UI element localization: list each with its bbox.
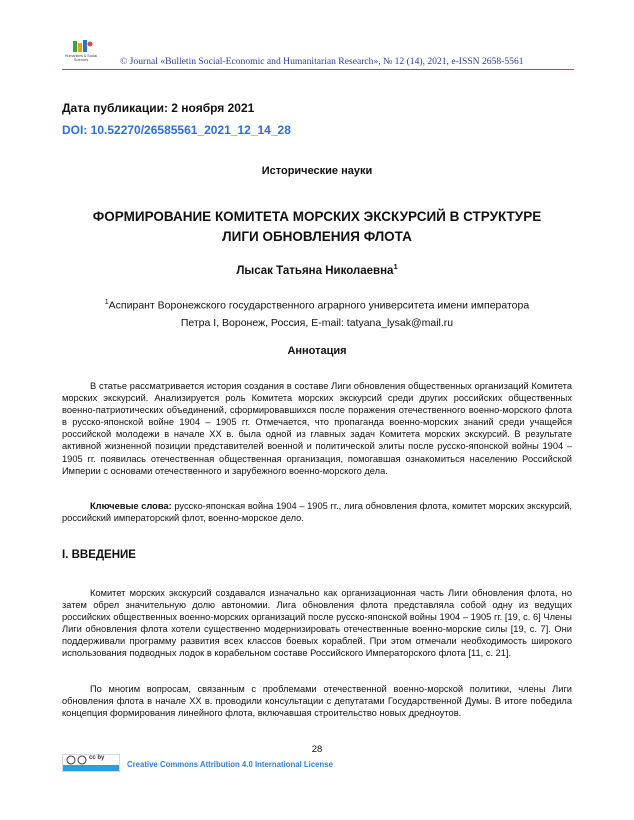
abstract-paragraph: В статье рассматривается история создания в составе Лиги обновления общественных организаций Комитета морских экскурсий. Анализируется роль Комитета морских экскурсий среди других российских общественных военно-патриотических объединений, сформировавшихся после поражения отечественного военно-морского флота в русско-японской войне 1904 – 1905 гг. Отмечается, что пропаганда военно-морских знаний среди учащейся российской молодежи в начале ХХ в. была одной из главных задач Комитета морских экскурсий. В результате активной жизненной позиции представителей военной и политической элиты после русско-японской войны 1904 – 1905 гг. появилась отечественная общественная организация, помогавшая ознакомиться населению Российской Империи с основами отечественного и зарубежного военно-морского дела. [62, 381, 572, 476]
body-paragraph-1: Комитет морских экскурсий создавался изначально как организационная часть Лиги обновления флота, но затем обрел значительную долю автономии. Лига обновления флота представляла собой одну из ведущих российских общественных военно-морских организаций после русско-японской войны 1904 – 1905 гг. [19, с. 6] Члены Лиги обновления флота хотели существенно модернизировать отечественные военно-морские силы [19, с. 7]. Они поддерживали программу развития всех классов боевых кораблей. При этом отмечали необходимость широкого использования подводных лодок в корабельном составе Российского Императорского флота [11, с. 21]. [62, 588, 572, 659]
journal-logo [62, 40, 100, 68]
annotation-heading: Аннотация [287, 345, 347, 357]
keywords-text: русско-японская война 1904 – 1905 гг., лига обновления флота, комитет морских экскурсий, российский императорский флот, военно-морское дело. [62, 501, 572, 524]
logo-graphic-icon [62, 40, 100, 54]
affiliation-footnote-mark: 1 [104, 299, 109, 306]
journal-header [62, 40, 574, 72]
affiliation-line-2: Петра I, Воронеж, Россия, E-mail: tatyana_lysak@mail.ru [180, 316, 454, 329]
section-heading-introduction: I. ВВЕДЕНИЕ [62, 549, 136, 561]
body-paragraph-2: По многим вопросам, связанным с проблемами отечественной военно-морской политики, члены Лиги обновления флота в начале ХХ в. проводили консультации с депутатами Государственной Думы. В итоге победила концепция формирования линейного флота, включавшая строительство новых дредноутов. [62, 684, 572, 719]
article-title [50, 207, 584, 247]
keywords-paragraph [62, 500, 572, 524]
logo-line-1: Humanities & Social [64, 54, 98, 58]
author-name [0, 262, 634, 277]
logo-line-2: Sciences [73, 58, 89, 63]
page-number: 28 [311, 744, 323, 755]
header-divider [62, 69, 574, 70]
doi-link[interactable]: DOI: 10.52270/26585561_2021_12_14_28 [62, 123, 291, 137]
journal-citation: © Journal «Bulletin Social-Economic and Humanitarian Research», № 12 (14), 2021, e-ISSN 2658-5561 [120, 56, 524, 67]
affiliation-line-1: Аспирант Воронежского государственного аграрного университета имени императора [108, 299, 530, 312]
logo-text [62, 54, 100, 62]
author-name-text: Лысак Татьяна Николаевна [236, 264, 394, 277]
license-link[interactable]: Creative Commons Attribution 4.0 International License [127, 760, 333, 769]
cc-badge-text: cc by [89, 755, 105, 761]
author-affiliation [70, 294, 564, 332]
section-rubric: Исторические науки [261, 165, 373, 177]
creative-commons-badge[interactable] [62, 754, 120, 772]
author-footnote-mark: 1 [393, 262, 398, 271]
publication-date: Дата публикации: 2 ноября 2021 [62, 101, 255, 115]
title-line-1: ФОРМИРОВАНИЕ КОМИТЕТА МОРСКИХ ЭКСКУРСИЙ В СТРУКТУРЕ [92, 209, 542, 224]
keywords-label: Ключевые слова: [90, 501, 172, 511]
title-line-2: ЛИГИ ОБНОВЛЕНИЯ ФЛОТА [222, 229, 412, 244]
